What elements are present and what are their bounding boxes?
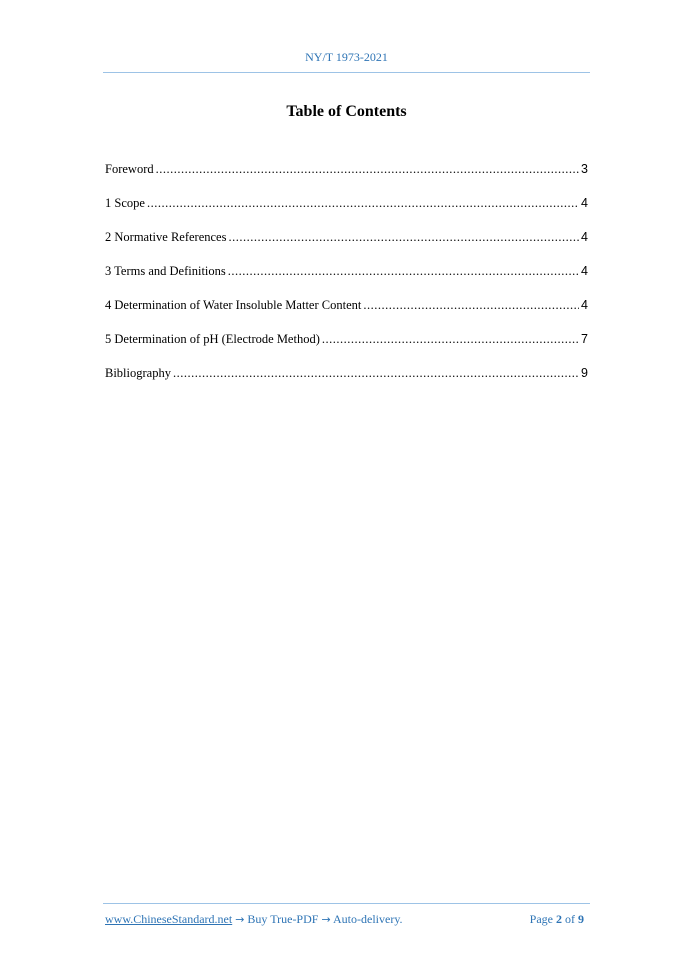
footer-divider: [103, 903, 590, 904]
toc-entry-ph-determination[interactable]: [105, 332, 588, 366]
page-number: [530, 912, 584, 927]
toc-dot-leader: [228, 230, 579, 245]
toc-entry-page: 9: [581, 366, 588, 380]
table-of-contents: [105, 162, 588, 400]
toc-entry-page: 4: [581, 298, 588, 312]
page-header: [0, 50, 693, 65]
toc-dot-leader: [322, 332, 579, 347]
toc-entry-scope[interactable]: [105, 196, 588, 230]
delivery-text: Auto-delivery.: [333, 912, 403, 926]
toc-entry-label: 5 Determination of pH (Electrode Method): [105, 332, 320, 346]
of-word: of: [565, 912, 575, 926]
current-page: 2: [556, 912, 562, 926]
toc-entry-label: 4 Determination of Water Insoluble Matter Content: [105, 298, 362, 312]
toc-entry-page: 4: [581, 230, 588, 244]
toc-entry-page: 3: [581, 162, 588, 176]
toc-dot-leader: [147, 196, 579, 211]
footer-promo: [105, 912, 403, 927]
toc-entry-page: 7: [581, 332, 588, 346]
total-pages: 9: [578, 912, 584, 926]
toc-dot-leader: [156, 162, 579, 177]
toc-entry-page: 4: [581, 196, 588, 210]
toc-dot-leader: [228, 264, 579, 279]
website-link[interactable]: www.ChineseStandard.net: [105, 912, 233, 926]
page-word: Page: [529, 912, 553, 926]
toc-title: Table of Contents: [286, 103, 407, 120]
toc-dot-leader: [173, 366, 579, 381]
buy-text: Buy True-PDF: [247, 912, 319, 926]
toc-entry-normative-references[interactable]: [105, 230, 588, 264]
toc-entry-foreword[interactable]: [105, 162, 588, 196]
toc-entry-terms-and-definitions[interactable]: [105, 264, 588, 298]
toc-entry-label: Foreword: [105, 162, 154, 176]
arrow-right-icon: →: [235, 913, 245, 926]
header-divider: [103, 72, 590, 73]
toc-entry-bibliography[interactable]: [105, 366, 588, 400]
document-id: NY/T 1973-2021: [305, 50, 388, 64]
toc-entry-label: 3 Terms and Definitions: [105, 264, 226, 278]
toc-entry-label: 1 Scope: [105, 196, 145, 210]
toc-entry-page: 4: [581, 264, 588, 278]
arrow-right-icon: →: [321, 913, 331, 926]
toc-entry-label: 2 Normative References: [105, 230, 227, 244]
toc-entry-label: Bibliography: [105, 366, 171, 380]
toc-entry-water-insoluble-matter[interactable]: [105, 298, 588, 332]
toc-dot-leader: [363, 298, 579, 313]
